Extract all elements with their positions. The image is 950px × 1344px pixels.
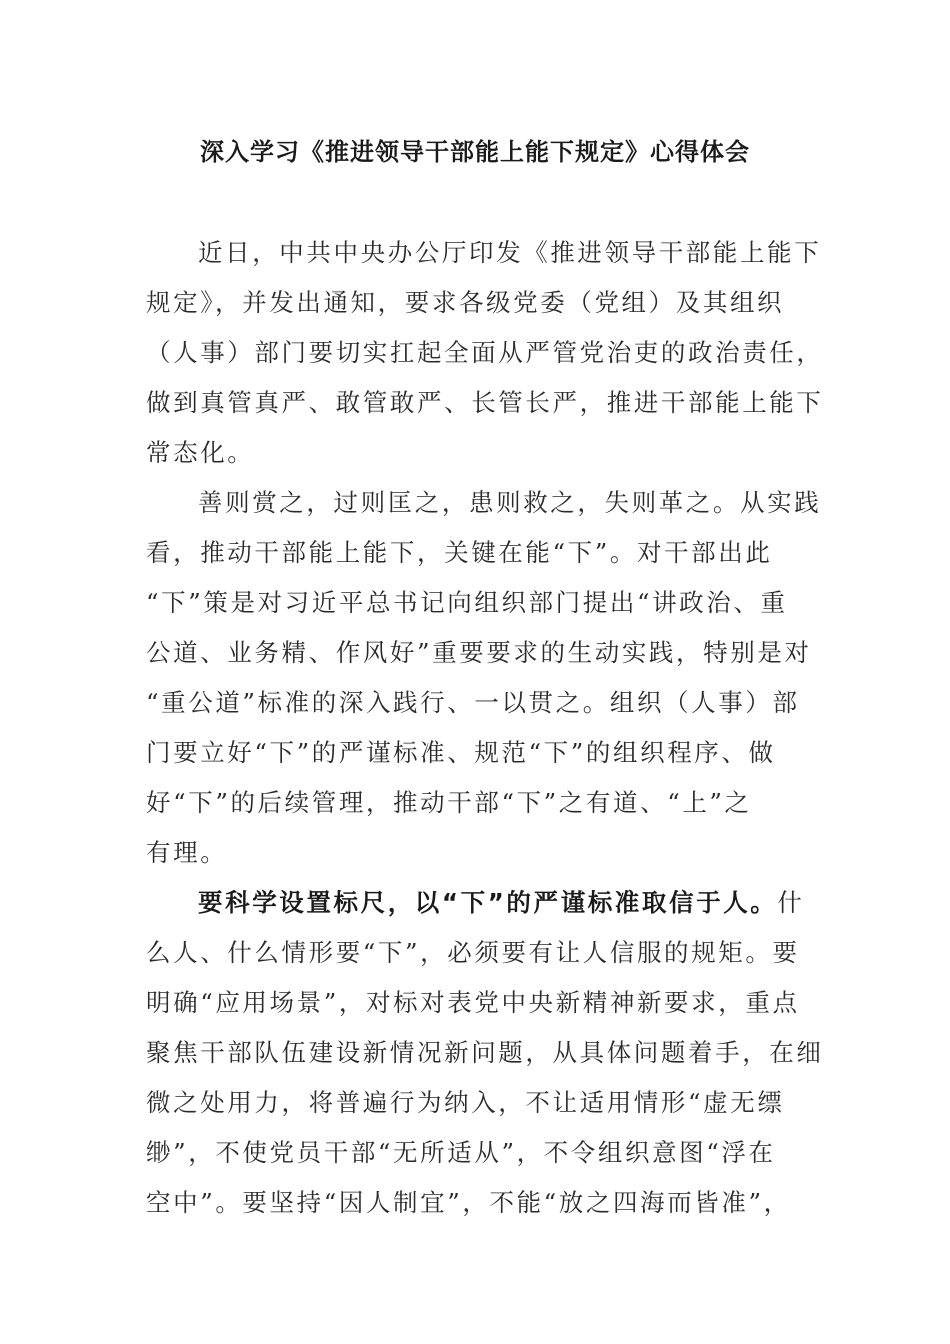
paragraph-line: 门要立好“下”的严谨标准、规范“下”的组织程序、做: [146, 738, 776, 767]
paragraph-line-rest: 什: [777, 888, 805, 917]
paragraph-3: [146, 878, 824, 1228]
document-body: [146, 228, 824, 1228]
paragraph-line: 明确“应用场景”，对标对表党中央新精神新要求，重点: [146, 988, 800, 1017]
paragraph-line: “下”策是对习近平总书记向组织部门提出“讲政治、重: [146, 588, 788, 617]
paragraph-line: 有理。: [146, 838, 228, 867]
paragraph-line: 常态化。: [146, 438, 255, 467]
paragraph-line: 做到真管真严、敢管敢严、长管长严，推进干部能上能下: [146, 388, 824, 417]
paragraph-line: 公道、业务精、作风好”重要要求的生动实践，特别是对: [146, 638, 812, 667]
paragraph-2: [146, 478, 822, 878]
paragraph-line: 么人、什么情形要“下”，必须要有让人信服的规矩。要: [146, 938, 800, 967]
paragraph-line: 近日，中共中央办公厅印发《推进领导干部能上能下: [198, 238, 822, 267]
paragraph-line: 规定》，并发出通知，要求各级党委（党组）及其组织: [146, 288, 785, 317]
paragraph-line: “重公道”标准的深入践行、一以贯之。组织（人事）部: [146, 688, 800, 717]
paragraph-1: [146, 228, 824, 478]
paragraph-bold-lead: 要科学设置标尺，以“下”的严谨标准取信于人。: [198, 888, 778, 917]
document-title: 深入学习《推进领导干部能上能下规定》心得体会: [200, 138, 750, 166]
paragraph-line: （人事）部门要切实扛起全面从严管党治吏的政治责任，: [146, 338, 824, 367]
paragraph-line: 缈”，不使党员干部“无所适从”，不令组织意图“浮在: [146, 1138, 776, 1167]
paragraph-line: 好“下”的后续管理，推动干部“下”之有道、“上”之: [146, 788, 752, 817]
paragraph-line: 微之处用力，将普遍行为纳入，不让适用情形“虚无缥: [146, 1088, 785, 1117]
paragraph-line: 看，推动干部能上能下，关键在能“下”。对干部出此: [146, 538, 773, 567]
paragraph-line: 聚焦干部队伍建设新情况新问题，从具体问题着手，在细: [146, 1038, 824, 1067]
paragraph-first-line: [146, 878, 806, 928]
paragraph-line: 空中”。要坚持“因人制宜”，不能“放之四海而皆准”，: [146, 1188, 791, 1217]
paragraph-line: 善则赏之，过则匡之，患则救之，失则革之。从实践: [198, 488, 822, 517]
